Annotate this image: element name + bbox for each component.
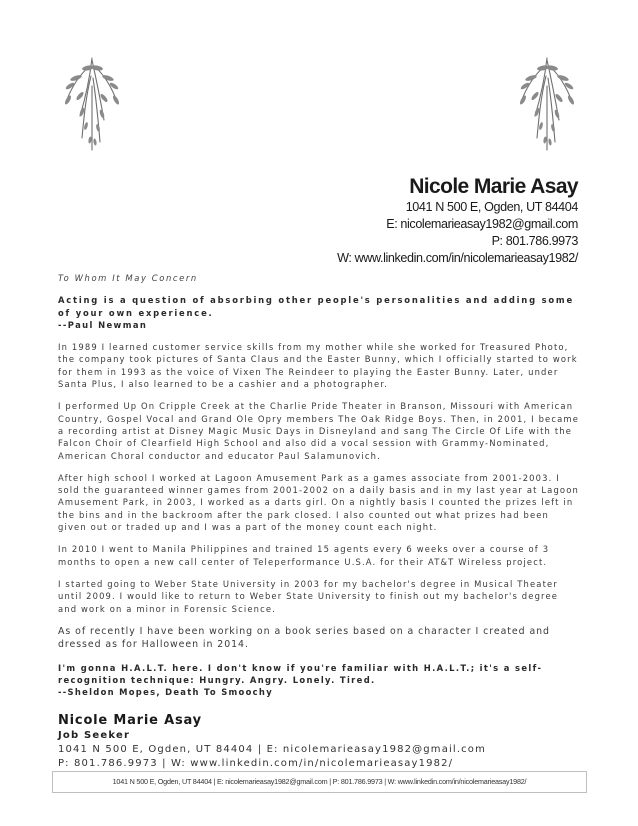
closing-quote-author: --Sheldon Mopes, Death To Smoochy [58,687,273,698]
letter-header [337,175,578,267]
signature-contact-line: P: 801.786.9973 | W: www.linkedin.com/in/nicolemarieasay1982/ [58,757,454,769]
opening-quote-author: --Paul Newman [58,319,148,330]
signature-contact-line: 1041 N 500 E, Ogden, UT 84404 | E: nicolemarieasay1982@gmail.com [58,743,486,755]
header-address: 1041 N 500 E, Ogden, UT 84404 [405,200,578,214]
header-email: E: nicolemarieasay1982@gmail.com [386,217,578,231]
hanging-plant-icon [60,56,124,152]
paragraph: After high school I worked at Lagoon Amusement Park as a games associate from 2001-2003. I sold the guaranteed winner games from 2001-2002 on a daily basis and in my last year at Lagoon Amusement Park, in 2003, I worked as a darts girl. On a nightly basis I counted the prizes left in the bins and in the backroom after the park closed. I also counted out what prizes had been given out or traded up and I was a part of the money count each night. [58,472,579,533]
paragraph: I started going to Weber State University in 2003 for my bachelor's degree in Musical Theater until 2009. I would like to return to Weber State University to finish out my bachelor's degree and work on a minor in Forensic Science. [58,578,559,614]
paragraph: In 1989 I learned customer service skills from my mother while she worked for Treasured Photo, the company took pictures of Santa Claus and the Easter Bunny, which I officially started to work for them in 1993 as the voice of Vixen The Reindeer to playing the Easter Bunny. Later, under Santa Plus, I also learned to be a cashier and a photographer. [58,342,578,390]
paragraph: I performed Up On Cripple Creek at the Charlie Pride Theater in Branson, Missouri with American Country, Gospel Vocal and Grand Ole Opry members The Oak Ridge Boys. Then, in 2001, I became a recording artist at Disney Magic Music Days in Disneyland and sang The Circle Of Life with the Falcon Choir of Clearfield High School and also did a vocal session with Grammy-Nominated, American Choral conductor and educator Paul Salamunovich. [58,401,580,461]
header-website: W: www.linkedin.com/in/nicolemarieasay1982/ [337,251,578,265]
page-footer: 1041 N 500 E, Ogden, UT 84404 | E: nicolemarieasay1982@gmail.com | P: 801.786.9973 | W: www.linkedin.com/in/nicolemarieasay1982/ [52,771,587,793]
signature-title: Job Seeker [58,729,131,741]
paragraph: In 2010 I went to Manila Philippines and trained 15 agents every 6 weeks over a course of 3 months to open a new call center of Teleperformance U.S.A. for their AT&T Wireless project. [58,544,550,567]
signature-name: Nicole Marie Asay [58,712,202,728]
paragraph: As of recently I have been working on a book series based on a character I created and dressed as for Halloween in 2014. [58,625,550,651]
opening-quote: Acting is a question of absorbing other people's personalities and adding some of your own experience. [58,295,574,318]
header-name: Nicole Marie Asay [409,175,578,198]
hanging-plant-icon [515,56,579,152]
header-phone: P: 801.786.9973 [491,234,578,248]
letter-body [58,272,580,771]
salutation: To Whom It May Concern [58,273,198,283]
closing-quote: I'm gonna H.A.L.T. here. I don't know if you're familiar with H.A.L.T.; it's a self-recognition technique: Hungry. Angry. Lonely. Tired. [58,662,543,686]
